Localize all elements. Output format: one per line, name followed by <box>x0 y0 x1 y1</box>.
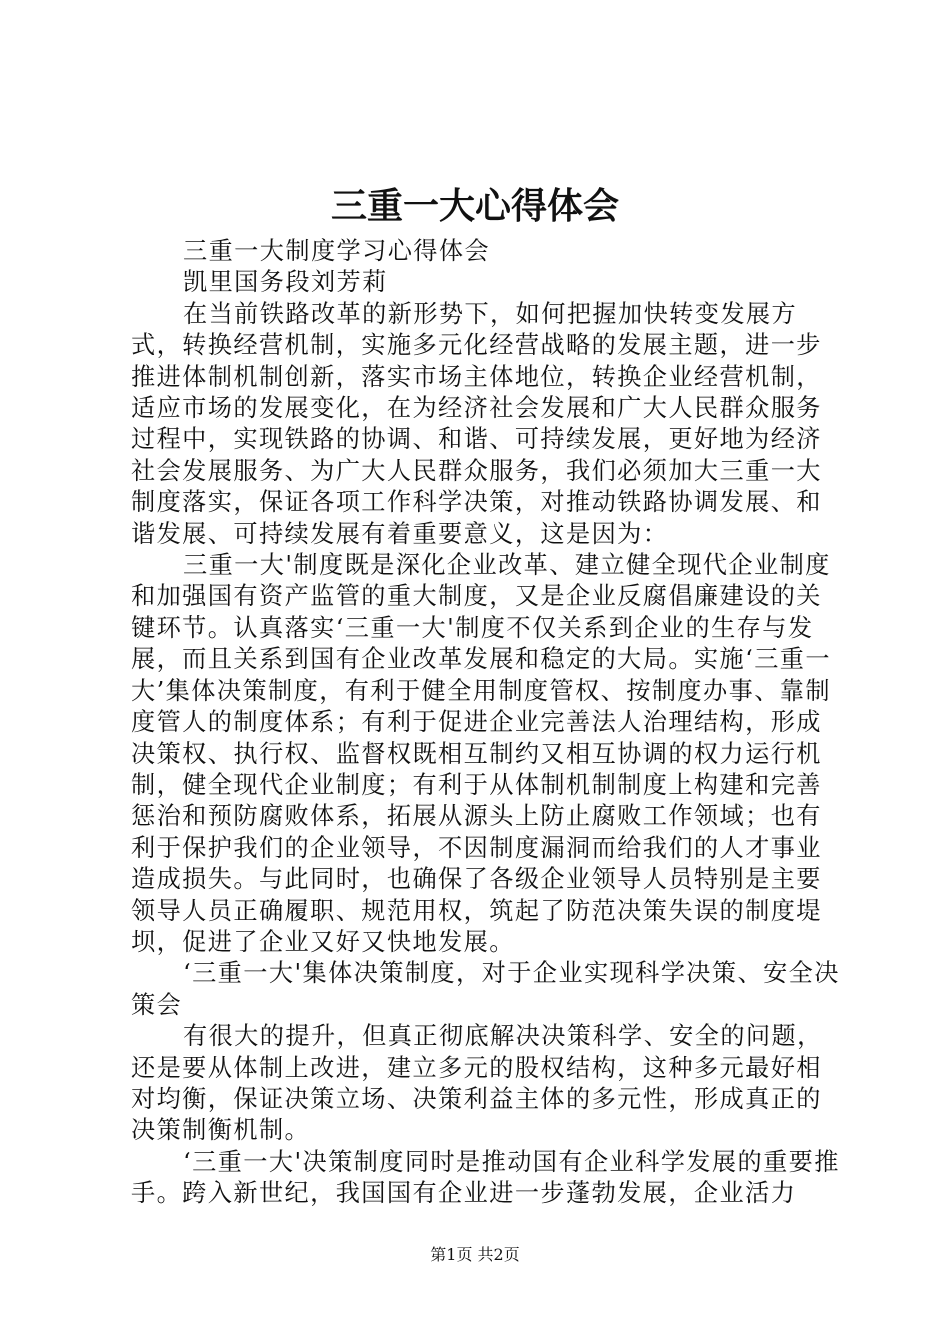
body-paragraph: ‘三重一大'集体决策制度，对于企业实现科学决策、安全决策会 <box>131 959 840 1019</box>
body-paragraph: ‘三重一大'决策制度同时是推动国有企业科学发展的重要推手。跨入新世纪，我国国有企业进一步蓬勃发展，企业活力 <box>131 1147 840 1208</box>
document-body <box>131 236 843 1210</box>
document-title: 三重一大心得体会 <box>330 186 619 227</box>
page-footer: 第1页 共2页 <box>430 1245 520 1264</box>
author-paragraph: 凯里国务段刘芳莉 <box>183 268 388 297</box>
body-paragraph: 有很大的提升，但真正彻底解决决策科学、安全的问题，还是要从体制上改进，建立多元的股权结构，这种多元最好相对均衡，保证决策立场、决策利益主体的多元性，形成真正的决策制衡机制。 <box>131 1022 823 1145</box>
subtitle-paragraph: 三重一大制度学习心得体会 <box>183 237 491 265</box>
body-paragraph: 三重一大'制度既是深化企业改革、建立健全现代企业制度和加强国有资产监管的重大制度，又是企业反腐倡廉建设的关键环节。认真落实‘三重一大'制度不仅关系到企业的生存与发展，而且关系到国有企业改革发展和稳定的大局。实施‘三重一大’集体决策制度，有利于健全用制度管权、按制度办事、靠制度管人的制度体系；有利于促进企业完善法人治理结构，形成决策权、执行权、监督权既相互制约又相互协调的权力运行机制，健全现代企业制度；有利于从体制机制制度上构建和完善惩治和预防腐败体系，拓展从源头上防止腐败工作领域；也有利于保护我们的企业领导，不因制度漏洞而给我们的人才事业造成损失。与此同时，也确保了各级企业领导人员特别是主要领导人员正确履职、规范用权，筑起了防范决策失误的制度堤坝，促进了企业又好又快地发展。 <box>131 551 831 956</box>
body-paragraph: 在当前铁路改革的新形势下，如何把握加快转变发展方式，转换经营机制，实施多元化经营战略的发展主题，进一步推进体制机制创新，落实市场主体地位，转换企业经营机制，适应市场的发展变化，在为经济社会发展和广大人民群众服务过程中，实现铁路的协调、和谐、可持续发展，更好地为经济社会发展服务、为广大人民群众服务，我们必须加大三重一大制度落实，保证各项工作科学决策，对推动铁路协调发展、和谐发展、可持续发展有着重要意义，这是因为： <box>131 299 822 548</box>
